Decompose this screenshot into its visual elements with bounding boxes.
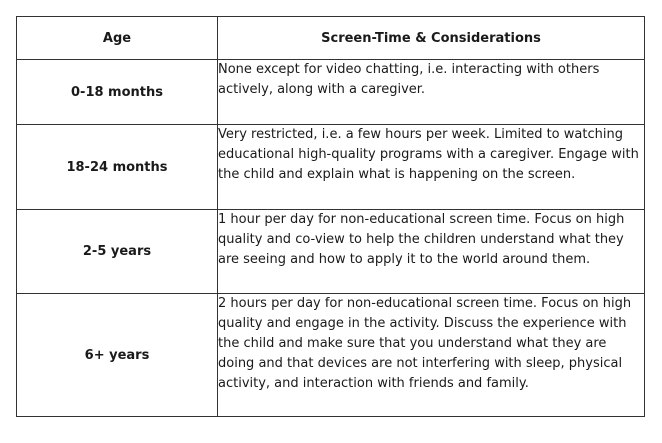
age-cell: 0-18 months: [17, 60, 218, 125]
table-row: [17, 60, 645, 125]
table-row: [17, 125, 645, 210]
table-row: [17, 294, 645, 417]
table-row: [17, 210, 645, 294]
age-cell: 2-5 years: [17, 210, 218, 294]
considerations-cell: None except for video chatting, i.e. interacting with others actively, along with a caregiver.: [218, 60, 645, 125]
table-header-row: [17, 17, 645, 60]
considerations-cell: 2 hours per day for non-educational screen time. Focus on high quality and engage in the activity. Discuss the experience with the child and make sure that you understand what they are doing and that devices are not interfering with sleep, physical activity, and interaction with friends and family.: [218, 294, 645, 417]
considerations-cell: Very restricted, i.e. a few hours per week. Limited to watching educational high-quality programs with a caregiver. Engage with the child and explain what is happening on the screen.: [218, 125, 645, 210]
age-header: Age: [17, 17, 218, 60]
age-cell: 6+ years: [17, 294, 218, 417]
age-cell: 18-24 months: [17, 125, 218, 210]
screen-time-table: [16, 16, 645, 417]
considerations-cell: 1 hour per day for non-educational screen time. Focus on high quality and co-view to help the children understand what they are seeing and how to apply it to the world around them.: [218, 210, 645, 294]
considerations-header: Screen-Time & Considerations: [218, 17, 645, 60]
